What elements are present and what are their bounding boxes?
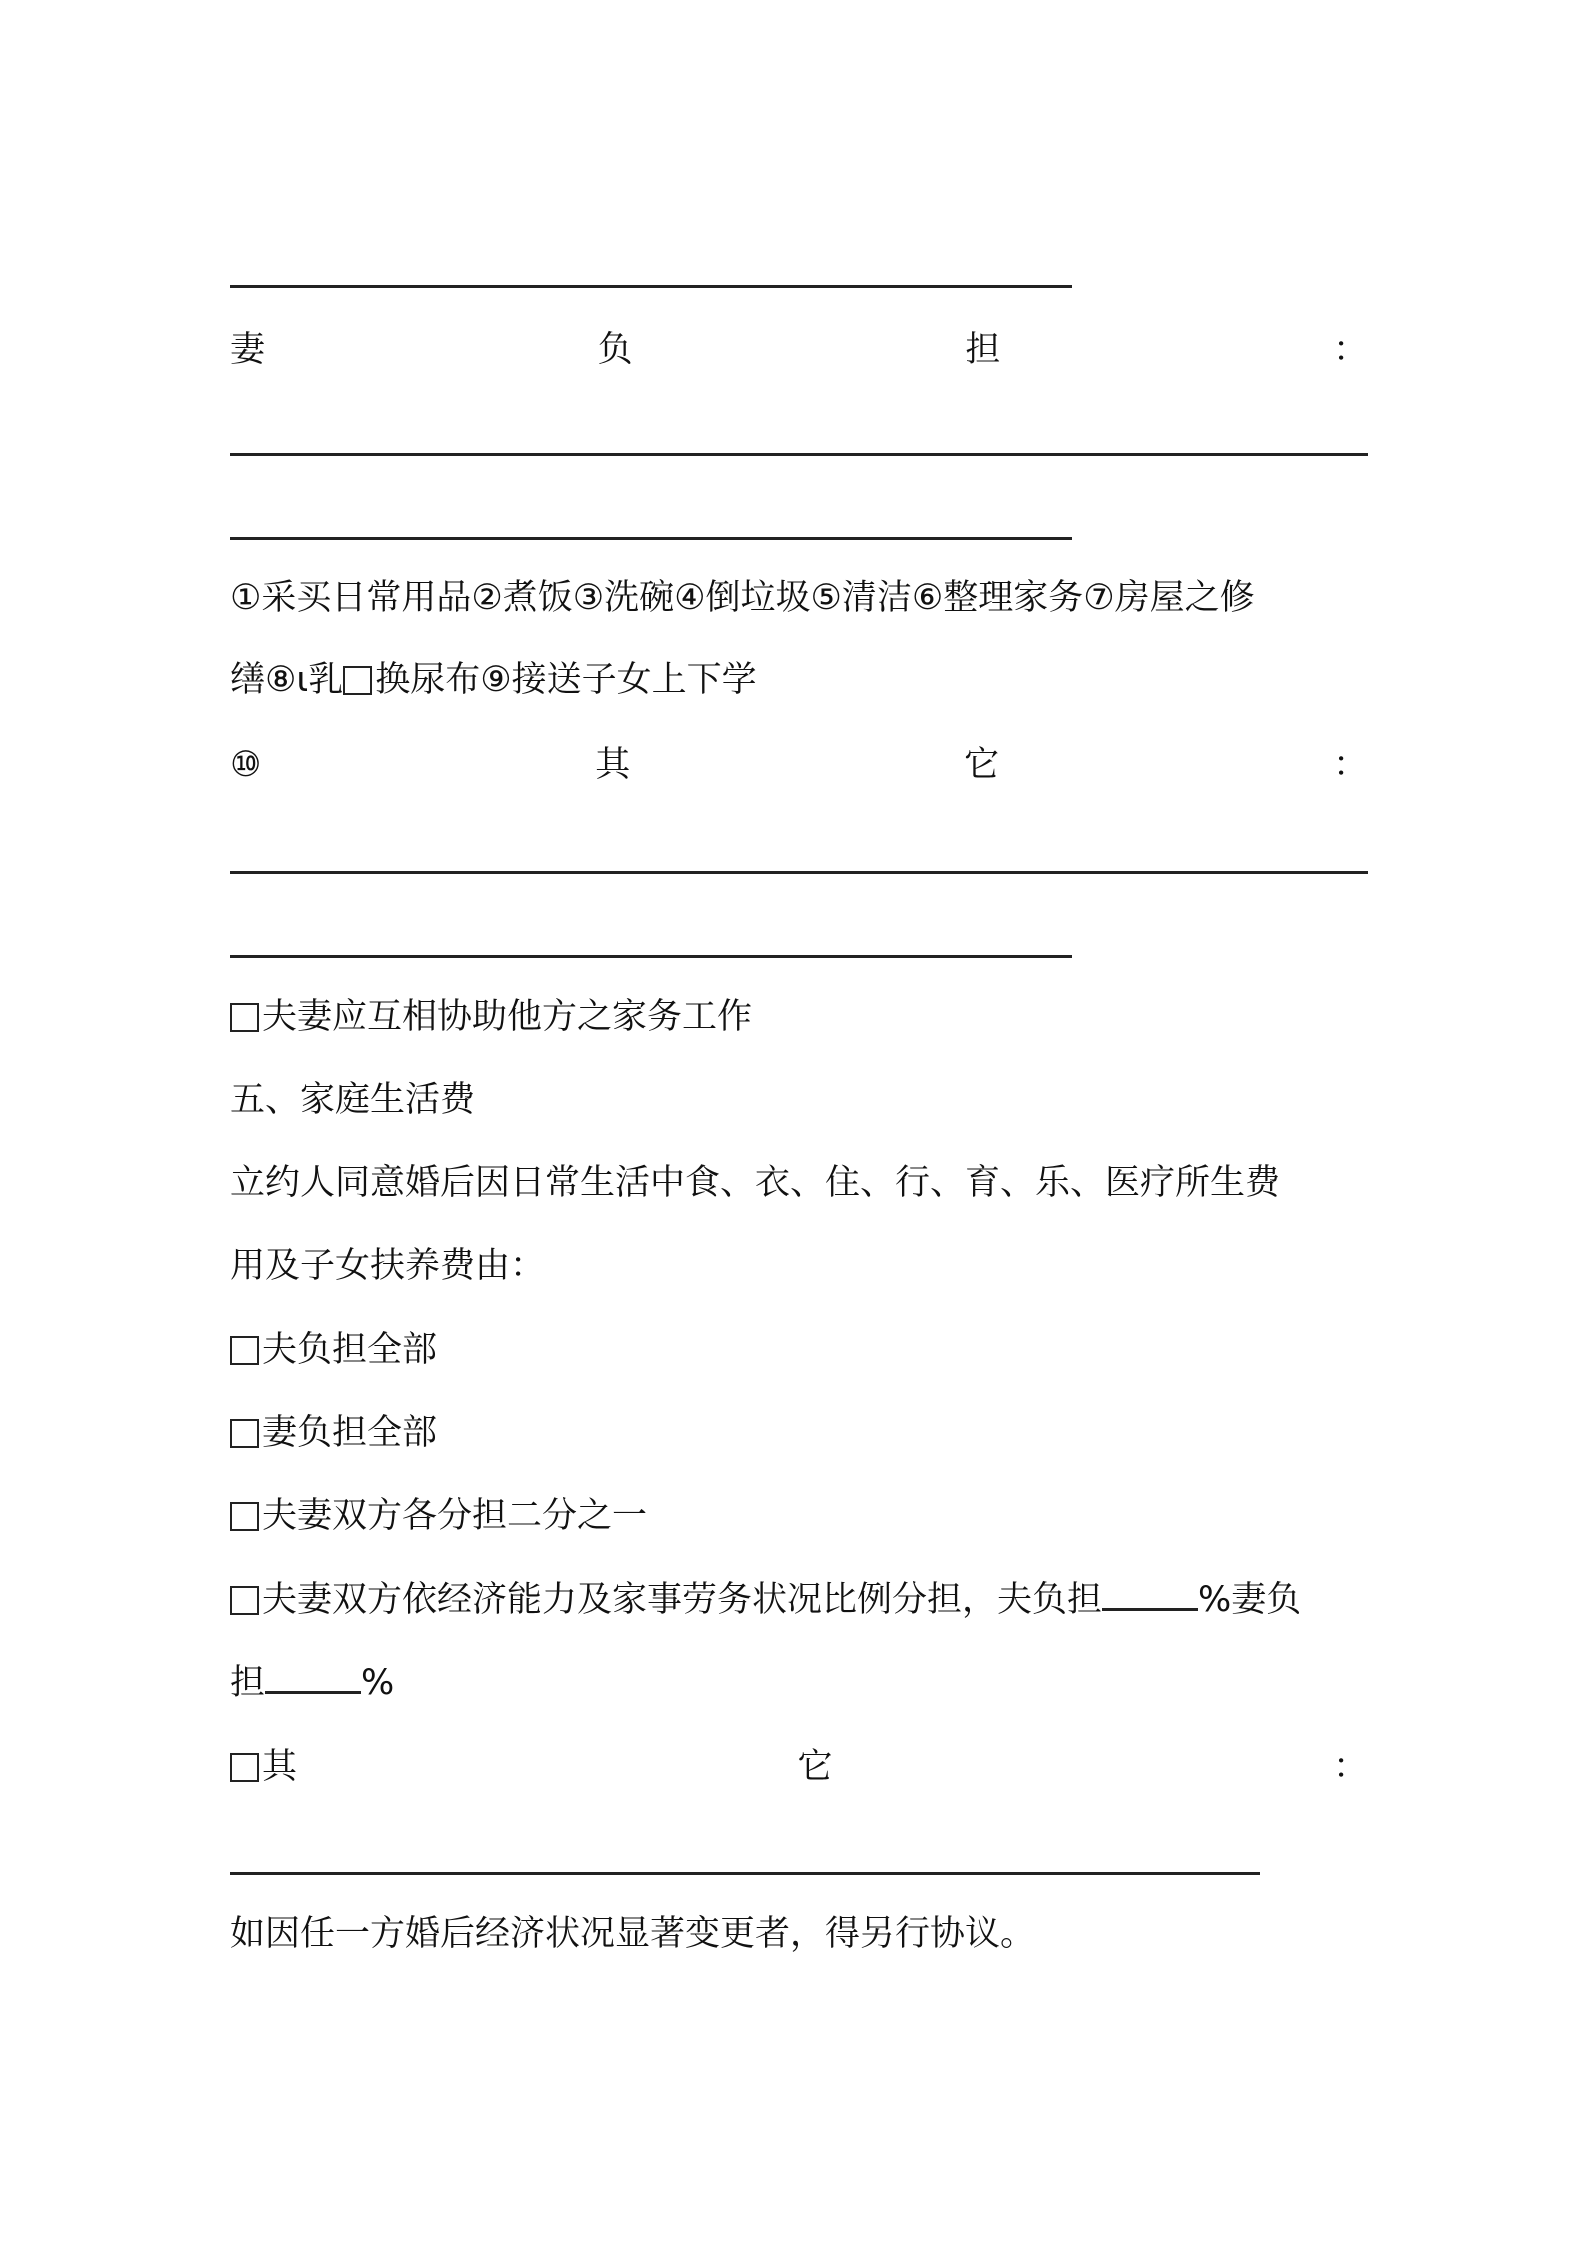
checkbox[interactable] bbox=[343, 666, 372, 695]
option-proportional-cont: 担 % bbox=[230, 1653, 394, 1713]
section-intro-line-1: 立约人同意婚后因日常生活中食、衣、住、行、育、乐、医疗所生费 bbox=[230, 1163, 1281, 1203]
fill-line[interactable] bbox=[230, 537, 1072, 540]
chores-line-1: ①采买日常用品②煮饭③洗碗④倒垃圾⑤清洁⑥整理家务⑦房屋之修 bbox=[230, 578, 1255, 618]
heading-colon: ： bbox=[1332, 745, 1368, 785]
wife-percent-blank[interactable] bbox=[265, 1657, 361, 1694]
heading-char: ⑩ bbox=[230, 745, 262, 785]
closing-note: 如因任一方婚后经济状况显著变更者，得另行协议。 bbox=[230, 1914, 1036, 1954]
option-other: 其 它 ： bbox=[230, 1737, 1368, 1797]
wife-duty-heading bbox=[230, 320, 1368, 380]
checkbox[interactable] bbox=[230, 1502, 259, 1531]
husband-percent-blank[interactable] bbox=[1102, 1574, 1198, 1611]
checkbox[interactable] bbox=[230, 1586, 259, 1615]
option-husband-all: 夫负担全部 bbox=[230, 1320, 437, 1380]
section-heading: 五、家庭生活费 bbox=[230, 1080, 476, 1120]
heading-char: 妻 bbox=[230, 330, 266, 370]
heading-char: 负 bbox=[597, 330, 633, 370]
checkbox[interactable] bbox=[230, 1336, 259, 1365]
chores-line-2: 缮⑧ι乳 换尿布⑨接送子女上下学 bbox=[230, 660, 757, 700]
heading-char: 它 bbox=[797, 1747, 833, 1787]
heading-colon: ： bbox=[1332, 1747, 1368, 1787]
option-proportional: 夫妻双方依经济能力及家事劳务状况比例分担，夫负担 %妻负 bbox=[230, 1570, 1301, 1630]
section-intro-line-2: 用及子女扶养费由： bbox=[230, 1246, 546, 1286]
checkbox[interactable] bbox=[230, 1419, 259, 1448]
option-wife-all: 妻负担全部 bbox=[230, 1403, 437, 1463]
heading-colon: ： bbox=[1332, 330, 1368, 370]
heading-char: 其 bbox=[595, 745, 631, 785]
fill-line[interactable] bbox=[230, 955, 1072, 958]
fill-line[interactable] bbox=[230, 285, 1072, 288]
other-duty-heading bbox=[230, 735, 1368, 795]
fill-line[interactable] bbox=[230, 871, 1368, 874]
fill-line[interactable] bbox=[230, 453, 1368, 456]
heading-char: 担 bbox=[965, 330, 1001, 370]
mutual-help-option: 夫妻应互相协助他方之家务工作 bbox=[230, 987, 752, 1047]
checkbox[interactable] bbox=[230, 1753, 259, 1782]
checkbox[interactable] bbox=[230, 1003, 259, 1032]
fill-line[interactable] bbox=[230, 1872, 1260, 1875]
heading-char: 它 bbox=[964, 745, 1000, 785]
option-half-each: 夫妻双方各分担二分之一 bbox=[230, 1486, 647, 1546]
